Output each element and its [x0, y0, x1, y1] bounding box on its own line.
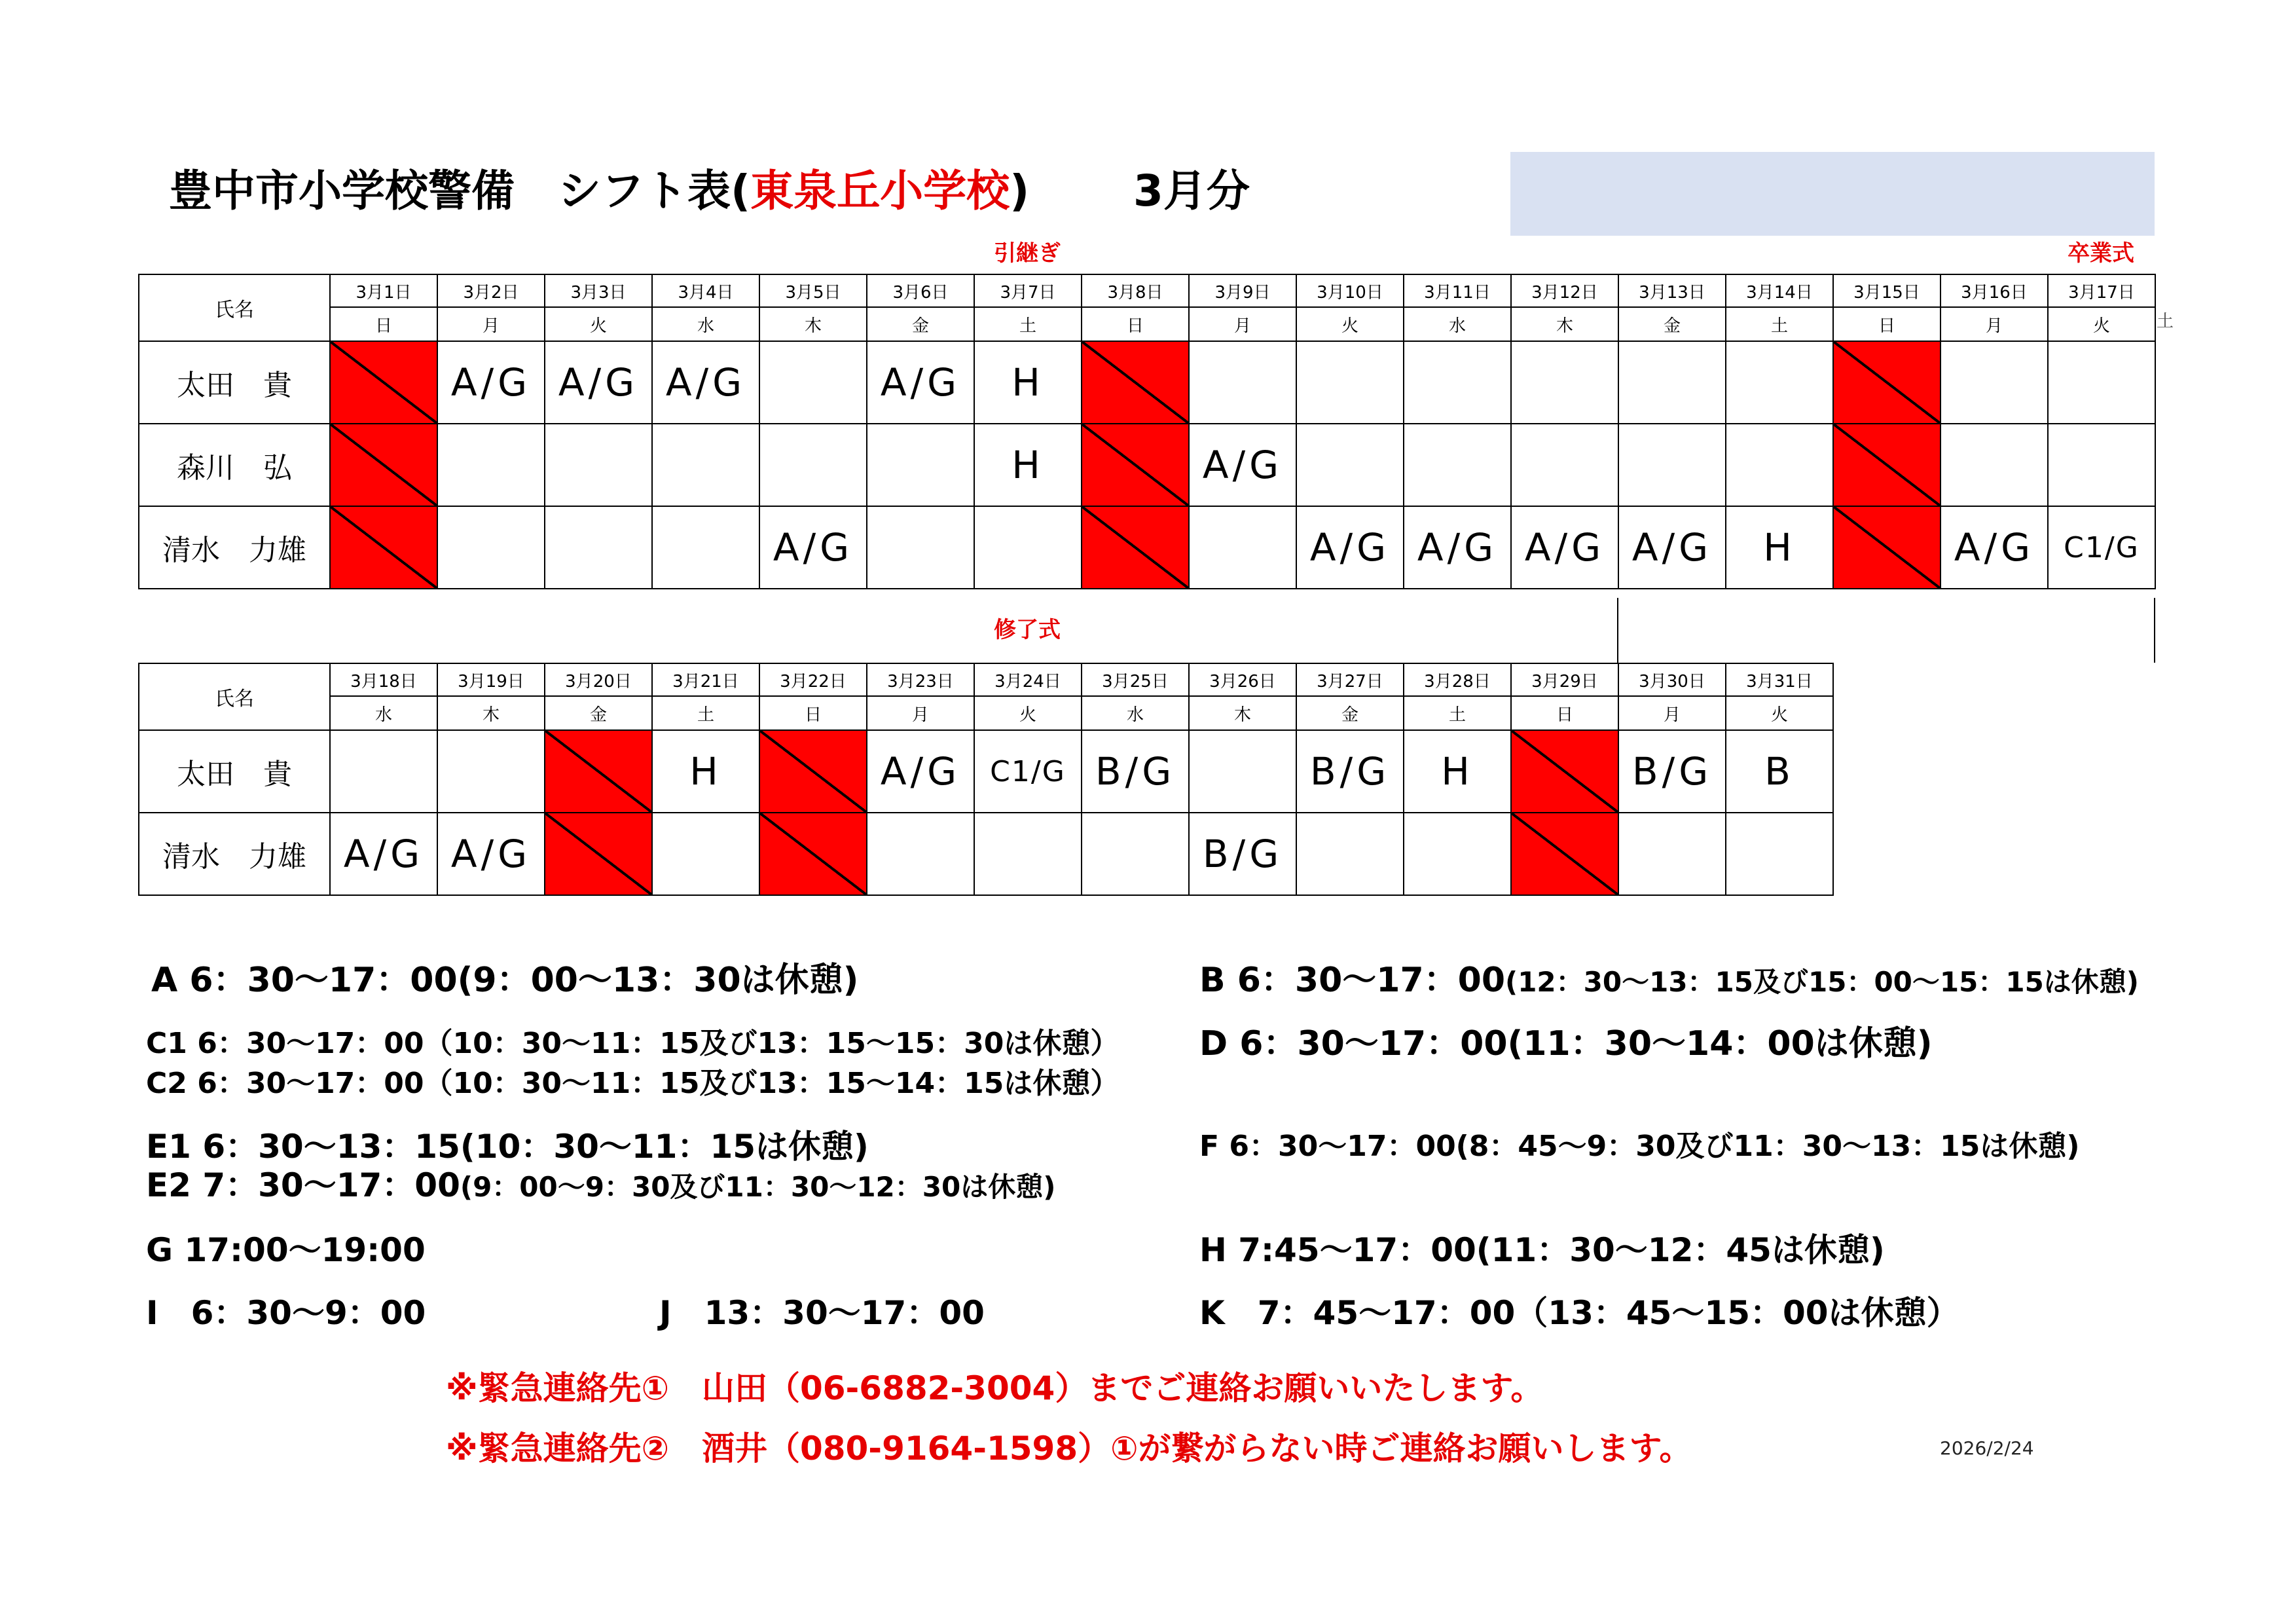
date-header: 3月10日: [1296, 274, 1404, 307]
shift-cell: C1/G: [2048, 506, 2155, 589]
name-column-header: 氏名: [139, 663, 330, 730]
shift-cell: B/G: [1296, 730, 1404, 813]
legend-item-f: [1199, 1132, 2080, 1161]
date-header: 3月27日: [1296, 663, 1404, 696]
shift-cell: A/G: [437, 341, 545, 424]
weekday-header: 水: [1404, 307, 1511, 341]
shift-cell: [2048, 424, 2155, 506]
shift-cell: [867, 424, 974, 506]
weekday-header: 月: [1618, 696, 1726, 730]
legend-item-e1: [146, 1128, 869, 1166]
date-header: 3月30日: [1618, 663, 1726, 696]
shift-cell: [867, 813, 974, 895]
weekday-header-row: [139, 307, 2155, 341]
date-header: 3月5日: [759, 274, 867, 307]
legend-text: D 6：30〜17：00(11：30〜14：00は休憩): [1199, 1024, 1933, 1063]
shift-cell: A/G: [867, 341, 974, 424]
document-title: [169, 166, 1030, 216]
date-header: 3月28日: [1404, 663, 1511, 696]
shift-cell: A/G: [759, 506, 867, 589]
clipped-weekday-glyph: [2157, 312, 2174, 333]
event-label-graduation: 卒業式: [2068, 240, 2134, 267]
shift-cell: [1189, 730, 1296, 813]
shift-cell: [1726, 424, 1833, 506]
weekday-header: 月: [867, 696, 974, 730]
staff-row: [139, 506, 2155, 589]
legend-text: B 6：30〜17：00: [1199, 961, 1506, 1000]
shift-cell: [1941, 341, 2048, 424]
month-label: 3月分: [1133, 166, 1250, 216]
closed-day-cell: [1511, 730, 1618, 813]
shift-cell: [2048, 341, 2155, 424]
legend-text: G 17:00〜19:00: [146, 1231, 426, 1269]
shift-cell: [1296, 424, 1404, 506]
shift-cell: B/G: [1082, 730, 1189, 813]
date-header: 3月9日: [1189, 274, 1296, 307]
weekday-header: 木: [437, 696, 545, 730]
shift-table-second-half: [138, 663, 1834, 896]
shift-cell: [652, 506, 759, 589]
date-header: 3月18日: [330, 663, 437, 696]
shift-cell: [1618, 341, 1726, 424]
shift-cell: [1726, 341, 1833, 424]
date-header: 3月3日: [545, 274, 652, 307]
title-prefix: 豊中市小学校警備 シフト表(: [169, 166, 751, 216]
weekday-header: 金: [867, 307, 974, 341]
weekday-header: 日: [1833, 307, 1941, 341]
date-header: 3月31日: [1726, 663, 1833, 696]
staff-row: [139, 813, 1833, 895]
weekday-header: 月: [1941, 307, 2048, 341]
weekday-header: 木: [1189, 696, 1296, 730]
shift-cell: [1404, 341, 1511, 424]
shift-cell: A/G: [1618, 506, 1726, 589]
shift-cell: A/G: [437, 813, 545, 895]
legend-text: K 7：45〜17：00（13：45〜15：00は休憩）: [1199, 1294, 1959, 1332]
shift-cell: A/G: [330, 813, 437, 895]
issued-date: 2026/2/24: [1940, 1437, 2034, 1459]
shift-cell: A/G: [1941, 506, 2048, 589]
shift-cell: A/G: [1404, 506, 1511, 589]
closed-day-cell: [1833, 341, 1941, 424]
staff-row: [139, 424, 2155, 506]
shift-cell: [1404, 424, 1511, 506]
date-header: 3月29日: [1511, 663, 1618, 696]
weekday-header: 金: [545, 696, 652, 730]
weekday-header: 土: [1726, 307, 1833, 341]
staff-name: 森川 弘: [139, 424, 330, 506]
header-blank-box: [1510, 152, 2155, 236]
shift-cell: [652, 813, 759, 895]
shift-cell: A/G: [1296, 506, 1404, 589]
shift-cell: [759, 424, 867, 506]
weekday-header: 火: [1726, 696, 1833, 730]
shift-cell: [1296, 813, 1404, 895]
legend-text: E1 6：30〜13：15(10：30〜11：15は休憩): [146, 1128, 869, 1166]
legend-item-a: [151, 961, 859, 1000]
shift-cell: [1618, 813, 1726, 895]
weekday-header: 金: [1618, 307, 1726, 341]
date-header: 3月12日: [1511, 274, 1618, 307]
date-header: 3月13日: [1618, 274, 1726, 307]
weekday-header: 水: [1082, 696, 1189, 730]
weekday-header: 水: [330, 696, 437, 730]
date-header: 3月15日: [1833, 274, 1941, 307]
closed-day-cell: [759, 730, 867, 813]
date-header: 3月2日: [437, 274, 545, 307]
weekday-header-row: [139, 696, 1833, 730]
staff-name: 清水 力雄: [139, 813, 330, 895]
legend-text: C1 6：30〜17：00（10：30〜11：15及び13：15〜15：30は休憩）: [146, 1027, 1120, 1060]
legend-text: H 7:45〜17：00(11：30〜12：45は休憩): [1199, 1231, 1885, 1269]
legend-item-c1: [146, 1029, 1119, 1058]
date-header: 3月25日: [1082, 663, 1189, 696]
shift-cell: [759, 341, 867, 424]
legend-item-i: [146, 1294, 426, 1332]
emergency-contact-2: ※緊急連絡先② 酒井（080-9164-1598）①が繋がらない時ご連絡お願いします。: [446, 1430, 1692, 1467]
shift-cell: [1511, 341, 1618, 424]
emergency-contact-1: ※緊急連絡先① 山田（06-6882-3004）までご連絡お願いいたします。: [446, 1369, 1544, 1407]
legend-item-c2: [146, 1069, 1119, 1098]
staff-row: [139, 730, 1833, 813]
shift-cell: B/G: [1618, 730, 1726, 813]
shift-cell: [1189, 506, 1296, 589]
weekday-header: 火: [545, 307, 652, 341]
staff-row: [139, 341, 2155, 424]
legend-text: A 6：30〜17：00(9：00〜13：30は休憩): [151, 961, 859, 1000]
shift-cell: [1082, 813, 1189, 895]
shift-cell: [437, 506, 545, 589]
shift-cell: [437, 730, 545, 813]
legend-text: E2 7：30〜17：00: [146, 1166, 460, 1204]
shift-cell: [652, 424, 759, 506]
shift-cell: A/G: [1189, 424, 1296, 506]
closed-day-cell: [545, 730, 652, 813]
legend-item-d: [1199, 1024, 1933, 1063]
shift-cell: A/G: [1511, 506, 1618, 589]
shift-cell: H: [974, 424, 1082, 506]
legend-note: (12：30〜13：15及び15：00〜15：15は休憩): [1505, 966, 2139, 998]
shift-cell: [1404, 813, 1511, 895]
shift-cell: H: [1404, 730, 1511, 813]
legend-note: (9：00〜9：30及び11：30〜12：30は休憩): [460, 1171, 1056, 1203]
date-header: 3月8日: [1082, 274, 1189, 307]
grid-line-fragment: [2154, 598, 2155, 663]
weekday-header: 木: [1511, 307, 1618, 341]
closed-day-cell: [330, 506, 437, 589]
shift-cell: A/G: [652, 341, 759, 424]
shift-cell: [330, 730, 437, 813]
name-column-header: 氏名: [139, 274, 330, 341]
shift-cell: [1941, 424, 2048, 506]
legend-item-k: [1199, 1294, 1959, 1332]
legend-text: J 13：30〜17：00: [659, 1294, 985, 1332]
weekday-header: 月: [1189, 307, 1296, 341]
closed-day-cell: [1511, 813, 1618, 895]
shift-cell: C1/G: [974, 730, 1082, 813]
legend-item-b: [1199, 961, 2139, 1000]
school-name: 東泉丘小学校: [750, 166, 1010, 216]
shift-cell: [1618, 424, 1726, 506]
closed-day-cell: [1082, 341, 1189, 424]
weekday-header: 火: [2048, 307, 2155, 341]
closed-day-cell: [1833, 506, 1941, 589]
shift-cell: [867, 506, 974, 589]
date-header-row: [139, 663, 1833, 696]
shift-cell: [545, 506, 652, 589]
shift-cell: H: [652, 730, 759, 813]
date-header: 3月14日: [1726, 274, 1833, 307]
shift-cell: [545, 424, 652, 506]
weekday-header: 土: [652, 696, 759, 730]
date-header: 3月23日: [867, 663, 974, 696]
weekday-header: 日: [1082, 307, 1189, 341]
date-header: 3月17日: [2048, 274, 2155, 307]
date-header: 3月7日: [974, 274, 1082, 307]
shift-cell: B: [1726, 730, 1833, 813]
shift-cell: [437, 424, 545, 506]
weekday-header: 日: [330, 307, 437, 341]
date-header: 3月4日: [652, 274, 759, 307]
legend-item-h: [1199, 1231, 1885, 1269]
weekday-header: 金: [1296, 696, 1404, 730]
weekday-header: 月: [437, 307, 545, 341]
date-header: 3月16日: [1941, 274, 2048, 307]
weekday-header: 水: [652, 307, 759, 341]
shift-cell: B/G: [1189, 813, 1296, 895]
grid-line-fragment: [1617, 598, 1618, 663]
closed-day-cell: [545, 813, 652, 895]
legend-text: C2 6：30〜17：00（10：30〜11：15及び13：15〜14：15は休憩）: [146, 1067, 1120, 1100]
event-label-completion: 修了式: [994, 617, 1061, 643]
shift-cell: [974, 506, 1082, 589]
weekday-header: 土: [974, 307, 1082, 341]
shift-cell: [1511, 424, 1618, 506]
date-header: 3月20日: [545, 663, 652, 696]
date-header: 3月26日: [1189, 663, 1296, 696]
clipped-weekday-text: 土: [2157, 312, 2174, 331]
shift-cell: H: [974, 341, 1082, 424]
closed-day-cell: [330, 341, 437, 424]
closed-day-cell: [1082, 424, 1189, 506]
title-suffix: ): [1010, 166, 1030, 216]
legend-item-g: [146, 1231, 426, 1269]
closed-day-cell: [330, 424, 437, 506]
staff-name: 太田 貴: [139, 730, 330, 813]
event-label-handover: 引継ぎ: [994, 240, 1061, 267]
staff-name: 清水 力雄: [139, 506, 330, 589]
shift-cell: H: [1726, 506, 1833, 589]
closed-day-cell: [759, 813, 867, 895]
weekday-header: 日: [1511, 696, 1618, 730]
legend-item-e2: [146, 1166, 1056, 1204]
staff-name: 太田 貴: [139, 341, 330, 424]
shift-cell: [1296, 341, 1404, 424]
shift-cell: A/G: [867, 730, 974, 813]
date-header: 3月22日: [759, 663, 867, 696]
legend-item-j: [659, 1294, 985, 1332]
weekday-header: 火: [1296, 307, 1404, 341]
closed-day-cell: [1833, 424, 1941, 506]
legend-text: I 6：30〜9：00: [146, 1294, 426, 1332]
date-header: 3月11日: [1404, 274, 1511, 307]
weekday-header: 木: [759, 307, 867, 341]
shift-cell: A/G: [545, 341, 652, 424]
legend-text: F 6：30〜17：00(8：45〜9：30及び11：30〜13：15は休憩): [1199, 1130, 2080, 1163]
weekday-header: 火: [974, 696, 1082, 730]
date-header: 3月19日: [437, 663, 545, 696]
closed-day-cell: [1082, 506, 1189, 589]
shift-table-first-half: [138, 274, 2156, 589]
weekday-header: 日: [759, 696, 867, 730]
weekday-header: 土: [1404, 696, 1511, 730]
date-header-row: [139, 274, 2155, 307]
date-header: 3月24日: [974, 663, 1082, 696]
date-header: 3月1日: [330, 274, 437, 307]
date-header: 3月6日: [867, 274, 974, 307]
shift-cell: [1189, 341, 1296, 424]
shift-cell: [1726, 813, 1833, 895]
date-header: 3月21日: [652, 663, 759, 696]
shift-cell: [974, 813, 1082, 895]
